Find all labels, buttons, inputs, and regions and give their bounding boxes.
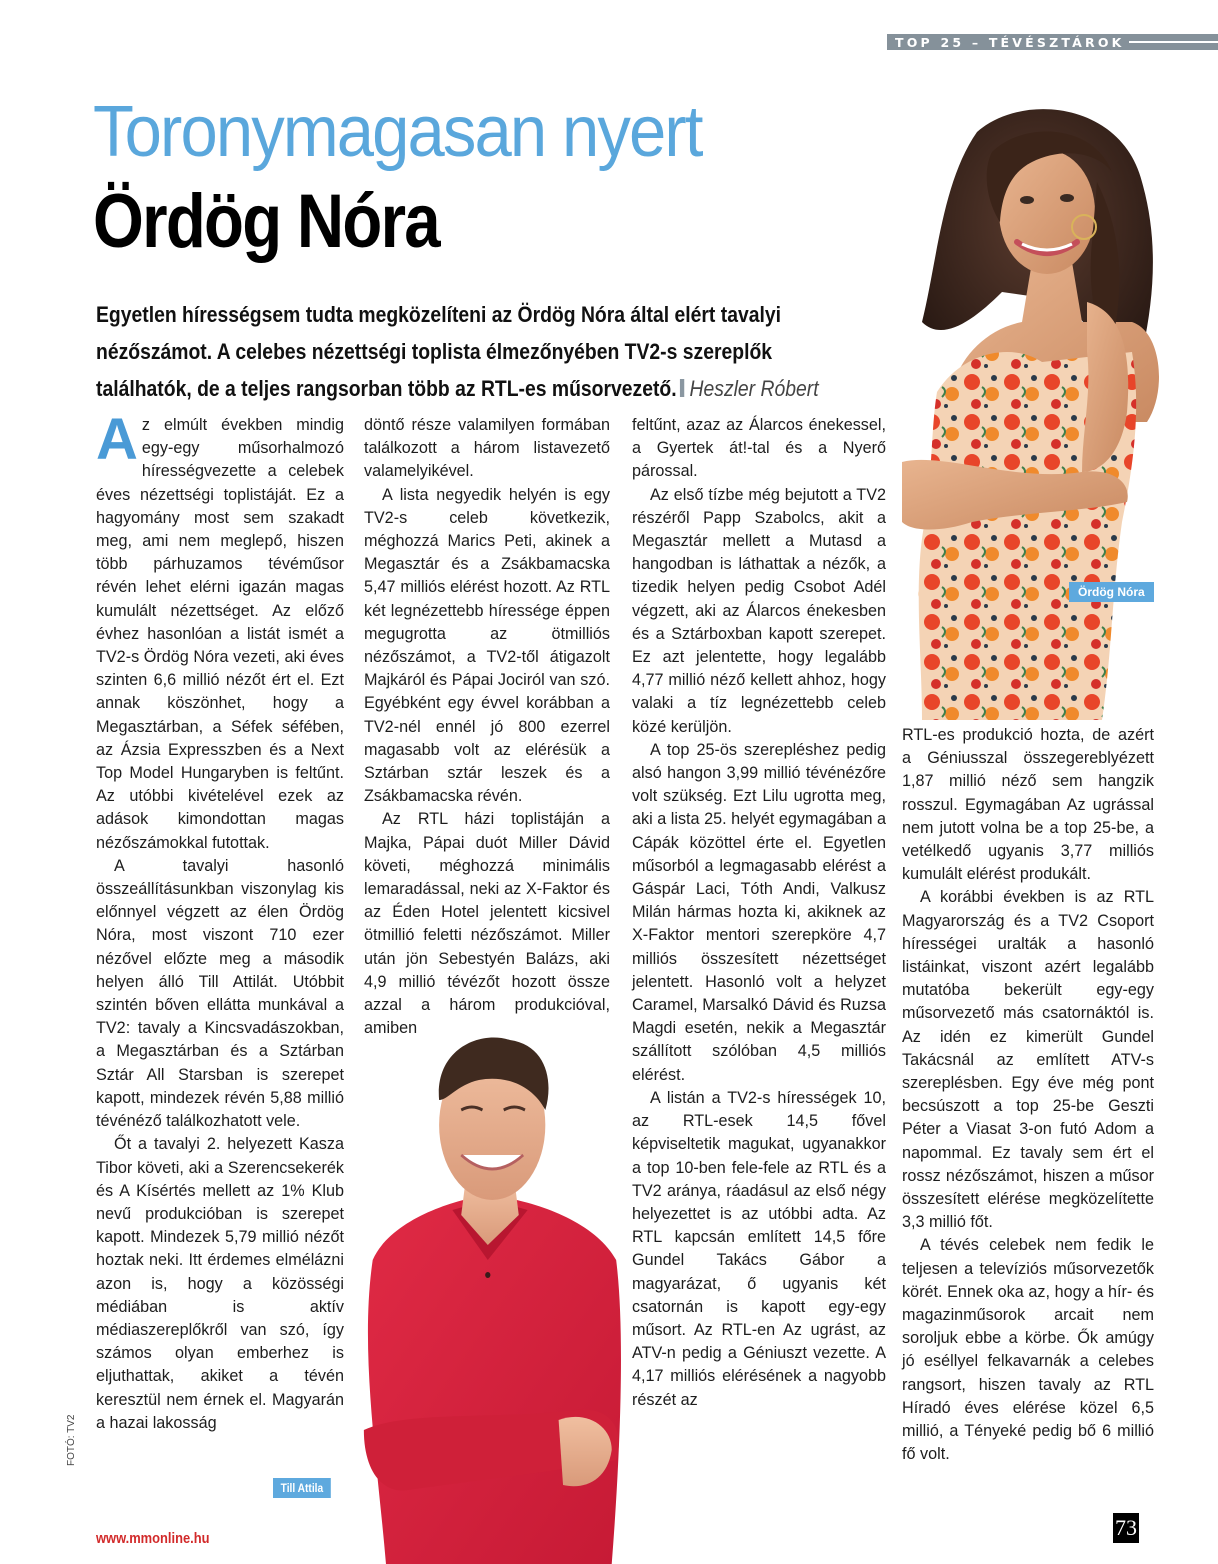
- paragraph: feltűnt, azaz az Álarcos énekessel, a Gyertek át!-tal és a Nyerő párossal.: [632, 416, 886, 481]
- byline-author: Heszler Róbert: [689, 376, 819, 401]
- paragraph: A tévés celebek nem fedik le teljesen a televíziós műsorvezetők körét. Ennek oka az, hogy a hír- és magazinműsorok arcait nem soroljuk ebbe a körbe. Ők amúgy jó eséllyel felkavarnák a celebes rangsort, hiszen tavaly az RTL Híradó éves elérése közel 6,5 millió, a Tényeké pedig bő 6 millió fő volt.: [902, 1236, 1154, 1464]
- article-column-1: [96, 407, 344, 1435]
- paragraph: A top 25-ös szerepléshez pedig alsó hangon 3,99 millió tévénézőre volt szükség. Ezt Lilu ugrotta meg, aki a lista 25. helyét egymagában a Cápák közöttel érte el. Egyetlen műsorból a legmagasabb elérést a Gáspár Laci, Tóth Andi, Valkusz Milán hármas hozta ki, akiknek az X-Faktor mentori szerepköre 4,7 milliós összesített nézettséget jelentett. Hasonló volt a helyzet Caramel, Marsalkó Dávid és Ruzsa Magdi esetén, nekik a Megasztár szállított szólóban 4,5 milliós elérést.: [632, 740, 886, 1084]
- section-label: TOP 25 – TÉVÉSZTÁROK: [895, 34, 1125, 50]
- article-column-2: [364, 414, 610, 1040]
- paragraph: A korábbi években is az RTL Magyarország és a TV2 Csoport hírességei uralták a hasonló listáinkat, viszont azért legalább mutatóba bekerült egy-egy műsorvezető más csatornáktól is. Az idén ez kimerült Gundel Takácsnál az említett ATV-s szereplésben. Egy éve még pont becsúszott a top 25-be Geszti Péter a Viasat 3-on futó Adom a napommal. Ez tavaly sem ért el rossz nézőszámot, hiszen a műsor összesített elérése megközelítette 3,3 millió főt.: [902, 888, 1154, 1232]
- photo-ordog-nora: [882, 92, 1218, 720]
- headline-line1: Toronymagasan nyert: [93, 92, 702, 172]
- article-column-4: [902, 724, 1154, 1467]
- section-tag: [887, 34, 1218, 50]
- paragraph: [96, 407, 344, 855]
- website-link[interactable]: www.mmonline.hu: [96, 1530, 210, 1547]
- paragraph: döntő része valamilyen formában találkozott a három listavezető valamelyikével.: [364, 416, 610, 481]
- lead-text: Egyetlen hírességsem tudta megközelíteni az Ördög Nóra által elért tavalyi nézőszámot. A celebes nézettségi toplista élmezőnyében TV2-s szereplők találhatók, de a teljes rangsorban több az RTL-es műsorvezető.: [96, 302, 782, 401]
- lead-paragraph: [96, 296, 836, 407]
- paragraph: Az RTL házi toplistáján a Majka, Pápai duót Miller Dávid követi, méghozzá minimális lemaradással, neki az X-Faktor és az Éden Hotel jelentett kicsivel ötmillió feletti nézőszámot. Miller után jön Sebestyén Balázs, aki 4,9 millió tévézőt hozott össze azzal a három produkcióval, amiben: [364, 810, 610, 1038]
- caption-till-attila: Till Attila: [273, 1478, 331, 1498]
- paragraph: A tavalyi hasonló összeállításunkban viszonylag kis előnnyel végzett az élen Ördög Nóra, most viszont 710 ezer nézővel előzte meg a második helyen álló Till Attilát. Utóbbit szintén bőven ellátta munkával a TV2: tavaly a Kincsvadászokban, a Megasztárban és a Sztárban Sztár All Starsban is szerepet kapott, mindezek révén 5,88 millió tévénéző találkozhatott vele.: [96, 856, 344, 1131]
- article-column-3: [632, 414, 886, 1412]
- section-rule: [1129, 41, 1218, 43]
- headline-line2: Ördög Nóra: [93, 179, 439, 264]
- paragraph: Őt a tavalyi 2. helyezett Kasza Tibor követi, aki a Szerencsekerék és A Kísértés mellett az 1% Klub nevű produkcióban is szerepet kapott. Mindezek 5,79 millió nézőt hoztak neki. Itt érdemes elmélázni azon is, hogy a közösségi médiában is aktív médiaszereplőkről van szó, így számos olyan emberhez is eljuthattak, akiket a tévén keresztül nem érnek el. Magyarán a hazai lakosság: [96, 1135, 344, 1432]
- paragraph: Az első tízbe még bejutott a TV2 részéről Papp Szabolcs, akit a Megasztár mellett a Mutasd a hangodban is láthattak a nézők, a tizedik helyen pedig Csobot Adél végzett, aki az Álarcos énekesben és a Sztárboxban kapott szerepet. Ez azt jelentette, hogy legalább 4,77 millió néző kellett ahhoz, hogy valaki a tíz legnézettebb celeb közé kerüljön.: [632, 485, 886, 736]
- photo-till-attila: [355, 1030, 625, 1564]
- photo-credit: FOTÓ: TV2: [66, 1414, 77, 1466]
- paragraph-text: z elmúlt években mindig egy-egy műsorhalmozó hírességvezette a celebek éves nézettségi toplistáját. Ez a hagyomány most sem szakadt meg, ami nem meglepő, hiszen több párhuzamos tévéműsor révén lehet elérni igazán magas kumulált nézettséget. Az előző évhez hasonlóan a listát ismét a TV2-s Ördög Nóra vezeti, aki éves szinten 6,6 millió nézőt ért el. Ezt annak köszönhet, hogy a Megasztárban, a Séfek séfében, az Ázsia Expresszben és a Next Top Model Hungaryben is feltűnt. Az utóbbi kivételével ezek az adások kimondottan magas nézőszámokkal futottak.: [96, 416, 344, 852]
- byline-separator: [680, 379, 684, 397]
- drop-cap: A: [96, 407, 138, 472]
- caption-ordog-nora: Ördög Nóra: [1069, 582, 1154, 602]
- page-number: 73: [1113, 1513, 1139, 1543]
- paragraph: A lista negyedik helyén is egy TV2-s celeb következik, méghozzá Marics Peti, akinek a Megasztár és a Zsákbamacska 5,47 milliós elérést hozott. Az RTL két legnézettebb híressége éppen megugrotta az ötmilliós nézőszámot, a TV2-től átigazolt Majkáról és Pápai Jociról van szó. Egyébként egy évvel korábban a TV2-nél ennél jó 800 ezerrel magasabb volt az elérésük a Sztárban sztár leszek és a Zsákbamacska révén.: [364, 485, 610, 806]
- paragraph: A listán a TV2-s hírességek 10, az RTL-esek 14,5 fővel képviseltetik magukat, ugyanakkor a top 10-ben fele-fele az RTL és a TV2 aránya, ráadásul az első négy helyezettet is az utóbbi adta. Az RTL kapcsán említett 14,5 főre Gundel Takács Gábor a magyarázat, ő ugyanis két csatornán is kapott egy-egy műsort. Az RTL-en Az ugrást, az ATV-n pedig a Géniuszt vezette. A 4,17 milliós elérésének a nagyobb részét az: [632, 1088, 886, 1409]
- paragraph: RTL-es produkció hozta, de azért a Géniusszal összegereblyézett 1,87 millió néző sem hangzik rosszul. Egymagában Az ugrással nem jutott volna be a top 25-be, a vetélkedő ugyanis 3,77 milliós kumulált elérést produkált.: [902, 726, 1154, 884]
